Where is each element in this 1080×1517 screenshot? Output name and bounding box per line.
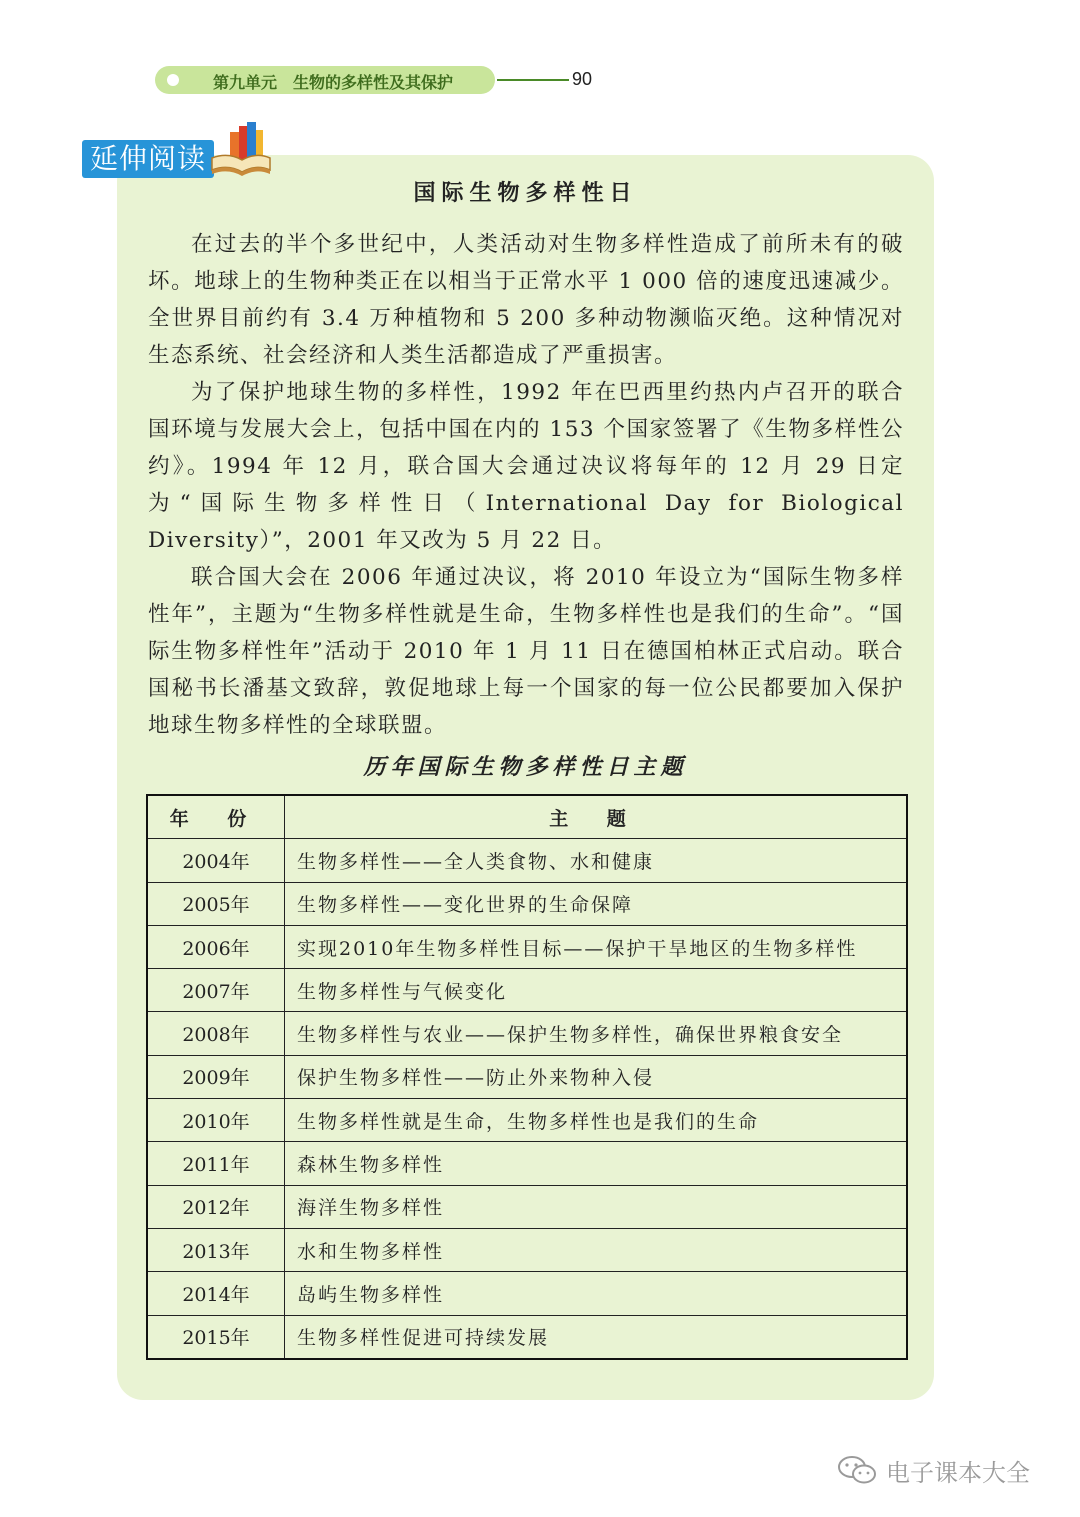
year-cell: 2010年 [147, 1099, 285, 1142]
header-year: 年 份 [147, 795, 285, 839]
year-cell: 2005年 [147, 882, 285, 925]
table-row [147, 1099, 907, 1142]
table-row [147, 1142, 907, 1185]
table-row [147, 1012, 907, 1055]
table-row [147, 1272, 907, 1315]
theme-cell: 岛屿生物多样性 [285, 1272, 908, 1315]
theme-cell: 生物多样性——全人类食物、水和健康 [285, 839, 908, 882]
theme-cell: 生物多样性就是生命，生物多样性也是我们的生命 [285, 1099, 908, 1142]
table-row [147, 1228, 907, 1271]
year-cell: 2008年 [147, 1012, 285, 1055]
table-title: 历年国际生物多样性日主题 [363, 754, 688, 780]
book-icon [208, 118, 272, 182]
year-cell: 2006年 [147, 925, 285, 968]
table-row [147, 1185, 907, 1228]
header-pill [155, 66, 495, 94]
paragraph: 为了保护地球生物的多样性，1992 年在巴西里约热内卢召开的联合国环境与发展大会上，包括中国在内的 153 个国家签署了《生物多样性公约》。1994 年 12 月，联合国大会通过决议将每年的 12 月 29 日定为“国际生物多样性日（International Day for Biological Diversity）”，2001 年又改为 5 月 22 日。 [148, 380, 904, 553]
table-header-row [147, 795, 907, 839]
theme-cell: 保护生物多样性——防止外来物种入侵 [285, 1055, 908, 1098]
themes-table [146, 794, 908, 1360]
theme-cell: 水和生物多样性 [285, 1228, 908, 1271]
unit-title: 第九单元 生物的多样性及其保护 [213, 73, 454, 92]
table-row [147, 1315, 907, 1359]
table-row [147, 1055, 907, 1098]
bullet-icon [167, 74, 179, 86]
watermark [838, 1453, 1030, 1488]
theme-cell: 生物多样性与农业——保护生物多样性，确保世界粮食安全 [285, 1012, 908, 1055]
theme-cell: 生物多样性促进可持续发展 [285, 1315, 908, 1359]
paragraph: 在过去的半个多世纪中，人类活动对生物多样性造成了前所未有的破坏。地球上的生物种类正在以相当于正常水平 1 000 倍的速度迅速减少。全世界目前约有 3.4 万种植物和 5 200 多种动物濒临灭绝。这种情况对生态系统、社会经济和人类生活都造成了严重损害。 [148, 232, 904, 368]
year-cell: 2004年 [147, 839, 285, 882]
extended-reading-badge: 延伸阅读 [82, 140, 214, 178]
table-row [147, 969, 907, 1012]
header-divider [497, 79, 569, 81]
header-theme: 主 题 [285, 795, 908, 839]
year-cell: 2014年 [147, 1272, 285, 1315]
year-cell: 2009年 [147, 1055, 285, 1098]
table-row [147, 839, 907, 882]
theme-cell: 生物多样性——变化世界的生命保障 [285, 882, 908, 925]
theme-cell: 森林生物多样性 [285, 1142, 908, 1185]
year-cell: 2015年 [147, 1315, 285, 1359]
theme-cell: 实现2010年生物多样性目标——保护干旱地区的生物多样性 [285, 925, 908, 968]
theme-cell: 生物多样性与气候变化 [285, 969, 908, 1012]
paragraph: 联合国大会在 2006 年通过决议，将 2010 年设立为“国际生物多样性年”，主题为“生物多样性就是生命，生物多样性也是我们的生命”。“国际生物多样性年”活动于 2010 年 1 月 11 日在德国柏林正式启动。联合国秘书长潘基文致辞，敦促地球上每一个国家的每一位公民都要加入保护地球生物多样性的全球联盟。 [148, 565, 904, 738]
theme-cell: 海洋生物多样性 [285, 1185, 908, 1228]
table-row [147, 882, 907, 925]
table-row [147, 925, 907, 968]
watermark-text: 电子课本大全 [886, 1459, 1030, 1487]
article-title: 国际生物多样性日 [413, 180, 638, 206]
year-cell: 2013年 [147, 1228, 285, 1271]
year-cell: 2011年 [147, 1142, 285, 1185]
year-cell: 2012年 [147, 1185, 285, 1228]
year-cell: 2007年 [147, 969, 285, 1012]
page-number: 90 [572, 69, 593, 89]
article-body [148, 226, 904, 744]
